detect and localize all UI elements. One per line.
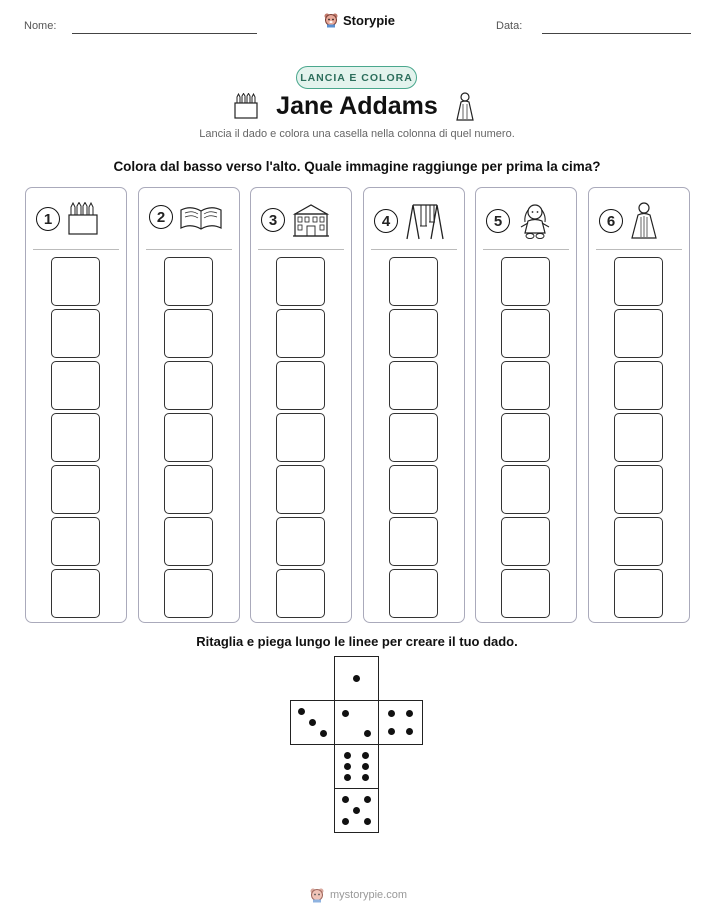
number-circle: 4 (374, 209, 398, 233)
color-cell[interactable] (501, 413, 550, 462)
name-label: Nome: (24, 20, 57, 32)
pip (344, 763, 351, 770)
color-cell[interactable] (276, 257, 325, 306)
color-cell[interactable] (51, 257, 100, 306)
pip (342, 710, 349, 717)
pip (364, 730, 371, 737)
column-4 (363, 187, 465, 623)
column-divider (146, 249, 232, 250)
color-cell[interactable] (276, 413, 325, 462)
number-circle: 2 (149, 205, 173, 229)
die-face-2 (334, 700, 379, 745)
color-cell[interactable] (276, 309, 325, 358)
column-divider (596, 249, 682, 250)
color-cell[interactable] (276, 465, 325, 514)
column-divider (33, 249, 119, 250)
figure-icon (455, 92, 475, 122)
column-5 (475, 187, 577, 623)
pip (344, 752, 351, 759)
number-circle: 6 (599, 209, 623, 233)
color-cell[interactable] (501, 517, 550, 566)
pip (342, 796, 349, 803)
column-1 (25, 187, 127, 623)
color-cell[interactable] (614, 465, 663, 514)
color-cell[interactable] (276, 569, 325, 618)
column-6 (588, 187, 690, 623)
pip (342, 818, 349, 825)
color-cell[interactable] (389, 257, 438, 306)
color-cell[interactable] (164, 361, 213, 410)
pip (406, 710, 413, 717)
die-face-3 (290, 700, 335, 745)
color-cell[interactable] (614, 413, 663, 462)
die-face-6 (334, 744, 379, 789)
hull-house-icon (291, 202, 331, 238)
number-circle: 1 (36, 207, 60, 231)
column-divider (371, 249, 457, 250)
crayons-icon (66, 202, 100, 236)
color-cell[interactable] (501, 309, 550, 358)
color-cell[interactable] (51, 465, 100, 514)
storypie-logo-icon (323, 12, 339, 28)
footer (309, 887, 407, 903)
pip (362, 763, 369, 770)
pip (362, 752, 369, 759)
subtitle: Lancia il dado e colora una casella nella colonna di quel numero. (199, 128, 515, 140)
doll-icon (516, 202, 554, 240)
date-label: Data: (496, 20, 523, 32)
die-face-1 (334, 656, 379, 701)
pip (344, 774, 351, 781)
brand (323, 12, 395, 28)
figure-icon (629, 202, 659, 240)
pip (364, 818, 371, 825)
color-cell[interactable] (276, 361, 325, 410)
pip (406, 728, 413, 735)
column-divider (258, 249, 344, 250)
color-cell[interactable] (164, 309, 213, 358)
pip (388, 728, 395, 735)
color-cell[interactable] (501, 465, 550, 514)
die-instruction: Ritaglia e piega lungo le linee per creare il tuo dado. (196, 634, 518, 649)
color-cell[interactable] (614, 361, 663, 410)
color-cell[interactable] (501, 361, 550, 410)
number-circle: 3 (261, 208, 285, 232)
storypie-logo-icon (309, 887, 325, 903)
pip (364, 796, 371, 803)
color-cell[interactable] (51, 413, 100, 462)
column-divider (483, 249, 569, 250)
date-line (542, 33, 691, 34)
pip (388, 710, 395, 717)
brand-name: Storypie (343, 12, 396, 28)
color-cell[interactable] (51, 569, 100, 618)
number-circle: 5 (486, 209, 510, 233)
pip (362, 774, 369, 781)
pip (298, 708, 305, 715)
color-cell[interactable] (164, 569, 213, 618)
color-cell[interactable] (276, 517, 325, 566)
color-cell[interactable] (614, 569, 663, 618)
footer-url[interactable]: mystorypie.com (330, 889, 408, 901)
color-cell[interactable] (164, 413, 213, 462)
color-cell[interactable] (501, 257, 550, 306)
color-cell[interactable] (51, 517, 100, 566)
color-cell[interactable] (389, 517, 438, 566)
color-cell[interactable] (389, 309, 438, 358)
activity-badge: LANCIA E COLORA (296, 66, 417, 89)
book-icon (179, 202, 223, 232)
die-face-5 (334, 788, 379, 833)
pip (353, 807, 360, 814)
instruction: Colora dal basso verso l'alto. Quale immagine raggiunge per prima la cima? (113, 159, 601, 174)
color-cell[interactable] (501, 569, 550, 618)
color-cell[interactable] (389, 413, 438, 462)
color-cell[interactable] (389, 569, 438, 618)
color-cell[interactable] (164, 257, 213, 306)
pip (353, 675, 360, 682)
color-cell[interactable] (164, 517, 213, 566)
column-3 (250, 187, 352, 623)
pip (309, 719, 316, 726)
die-face-4 (378, 700, 423, 745)
color-cell[interactable] (51, 309, 100, 358)
color-cell[interactable] (614, 309, 663, 358)
name-line (72, 33, 257, 34)
color-cell[interactable] (614, 517, 663, 566)
page-title: Jane Addams (276, 92, 438, 120)
pip (320, 730, 327, 737)
color-cell[interactable] (164, 465, 213, 514)
color-cell[interactable] (51, 361, 100, 410)
color-cell[interactable] (389, 465, 438, 514)
color-cell[interactable] (614, 257, 663, 306)
swing-set-icon (404, 202, 446, 240)
column-2 (138, 187, 240, 623)
color-cell[interactable] (389, 361, 438, 410)
